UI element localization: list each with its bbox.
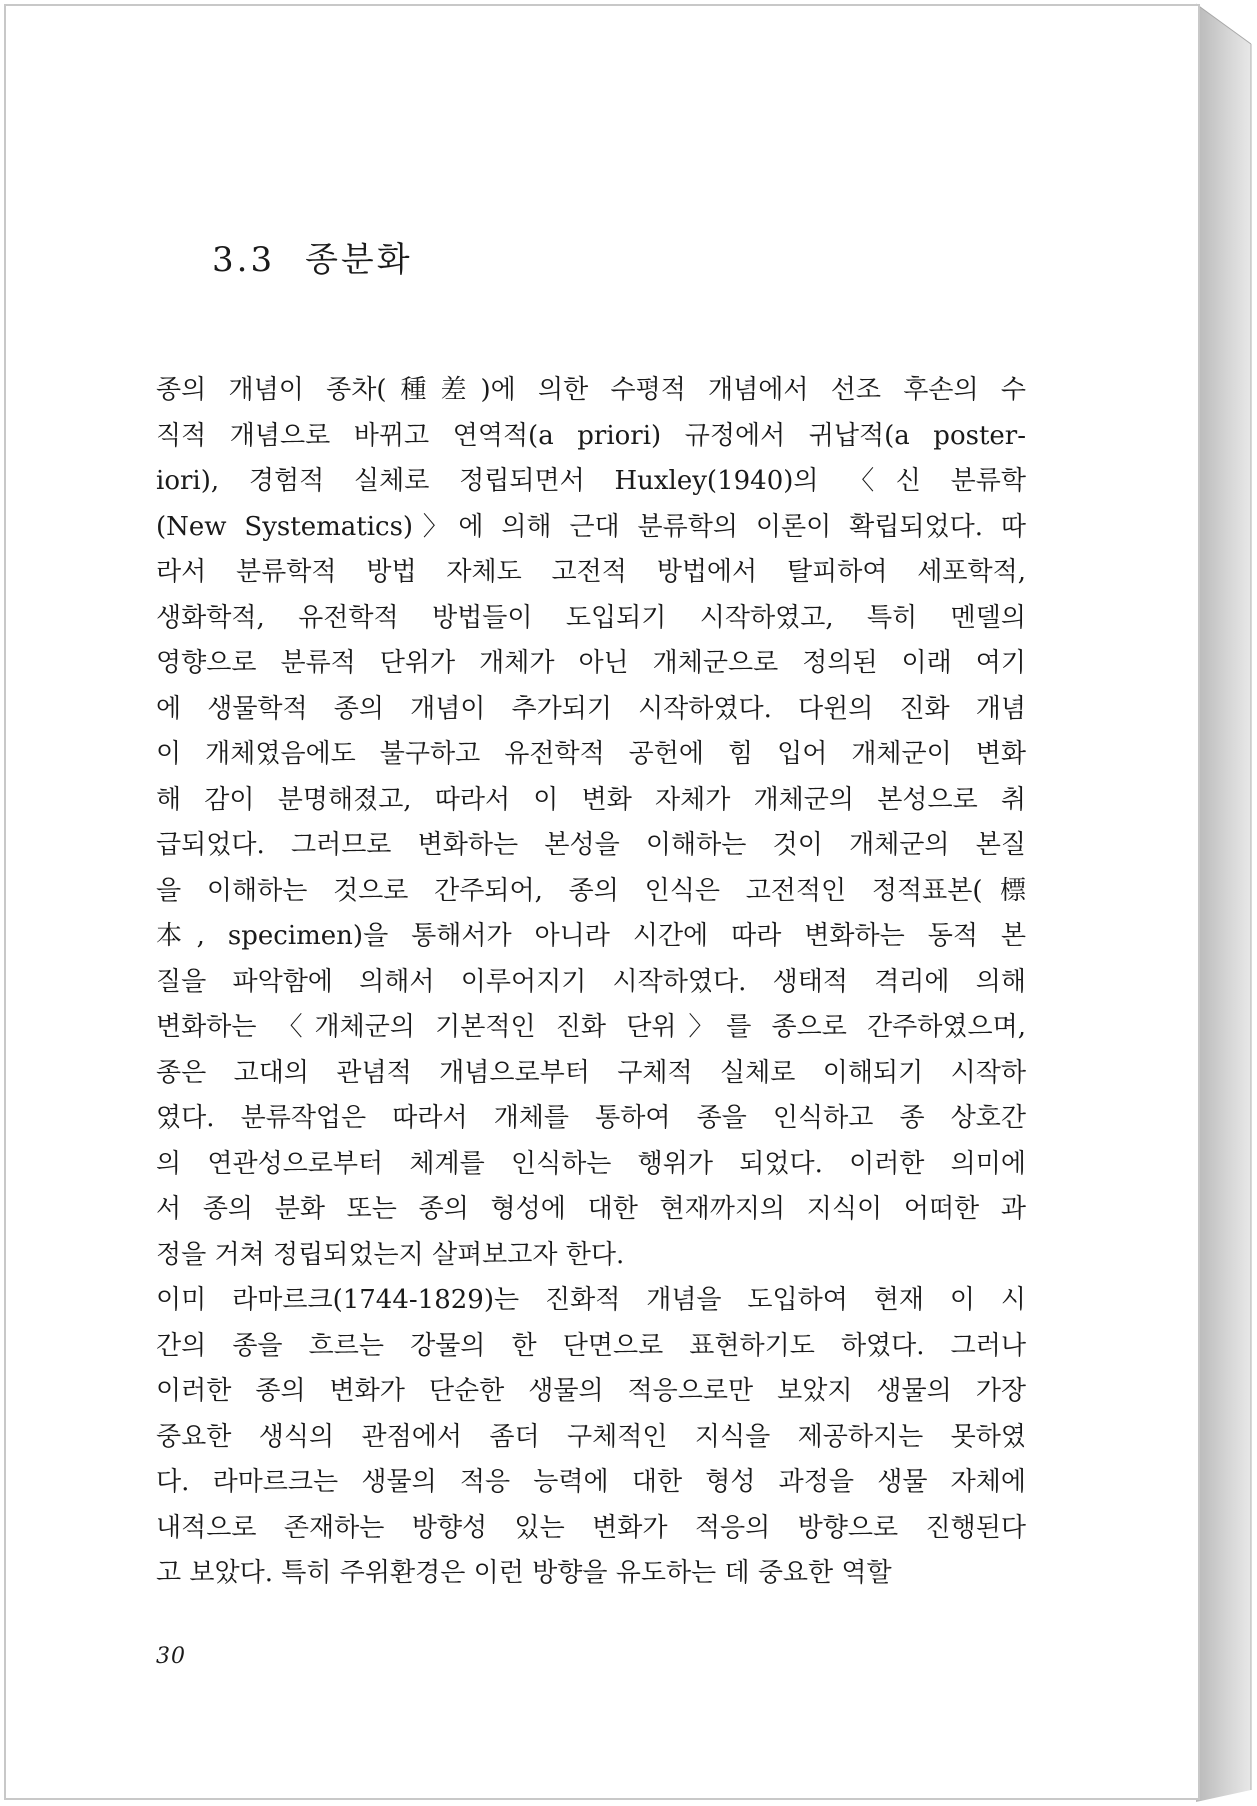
book-page (4, 4, 1200, 1800)
text-line: iori), 경험적 실체로 정립되면서 Huxley(1940)의 〈신 분류학 (156, 466, 1026, 496)
page-number: 30 (156, 1644, 186, 1669)
text-line: (New Systematics)〉에 의해 근대 분류학의 이론이 확립되었다. 따 (156, 511, 1026, 542)
text-line: 생화학적, 유전학적 방법들이 도입되기 시작하였고, 특히 멘델의 (156, 602, 1026, 633)
text-line: 서 종의 분화 또는 종의 형성에 대한 현재까지의 지식이 어떠한 과 (156, 1194, 1026, 1224)
text-line: 다. 라마르크는 생물의 적응 능력에 대한 형성 과정을 생물 자체에 (156, 1467, 1026, 1497)
text-line: 해 감이 분명해졌고, 따라서 이 변화 자체가 개체군의 본성으로 취 (156, 784, 1026, 815)
text-line: 고 보았다. 특히 주위환경은 이런 방향을 유도하는 데 중요한 역할 (156, 1558, 892, 1588)
text-line: 이 개체였음에도 불구하고 유전학적 공헌에 힘 입어 개체군이 변화 (156, 739, 1026, 769)
page-edge-shadow (1196, 0, 1257, 1806)
text-line: 을 이해하는 것으로 간주되어, 종의 인식은 고전적인 정적표본(標 (156, 875, 1026, 906)
section-title: 종분화 (305, 240, 413, 280)
body-text (156, 368, 1026, 1597)
text-line: 에 생물학적 종의 개념이 추가되기 시작하였다. 다윈의 진화 개념 (156, 693, 1026, 724)
text-line: 간의 종을 흐르는 강물의 한 단면으로 표현하기도 하였다. 그러나 (156, 1330, 1026, 1361)
text-line: 였다. 분류작업은 따라서 개체를 통하여 종을 인식하고 종 상호간 (156, 1103, 1026, 1133)
text-line: 정을 거쳐 정립되었는지 살펴보고자 한다. (156, 1239, 625, 1270)
text-line: 질을 파악함에 의해서 이루어지기 시작하였다. 생태적 격리에 의해 (156, 966, 1026, 997)
text-line: 내적으로 존재하는 방향성 있는 변화가 적응의 방향으로 진행된다 (156, 1512, 1026, 1543)
text-line: 급되었다. 그러므로 변화하는 본성을 이해하는 것이 개체군의 본질 (156, 830, 1026, 860)
text-line: 종은 고대의 관념적 개념으로부터 구체적 실체로 이해되기 시작하 (156, 1057, 1026, 1088)
text-line: 라서 분류학적 방법 자체도 고전적 방법에서 탈피하여 세포학적, (156, 557, 1026, 587)
text-line: 영향으로 분류적 단위가 개체가 아닌 개체군으로 정의된 이래 여기 (156, 648, 1026, 678)
text-line: 변화하는 〈개체군의 기본적인 진화 단위〉를 종으로 간주하였으며, (156, 1012, 1026, 1042)
section-heading (212, 232, 413, 281)
text-line: 종의 개념이 종차(種差)에 의한 수평적 개념에서 선조 후손의 수 (156, 375, 1026, 405)
text-line: 이미 라마르크(1744-1829)는 진화적 개념을 도입하여 현재 이 시 (156, 1285, 1026, 1315)
text-line: 직적 개념으로 바뀌고 연역적(a priori) 규정에서 귀납적(a poster- (156, 420, 1026, 451)
text-line: 중요한 생식의 관점에서 좀더 구체적인 지식을 제공하지는 못하였 (156, 1421, 1026, 1452)
text-line: 의 연관성으로부터 체계를 인식하는 행위가 되었다. 이러한 의미에 (156, 1148, 1026, 1179)
text-line: 本, specimen)을 통해서가 아니라 시간에 따라 변화하는 동적 본 (156, 921, 1026, 951)
text-line: 이러한 종의 변화가 단순한 생물의 적응으로만 보았지 생물의 가장 (156, 1376, 1026, 1406)
section-number: 3.3 (212, 240, 276, 280)
